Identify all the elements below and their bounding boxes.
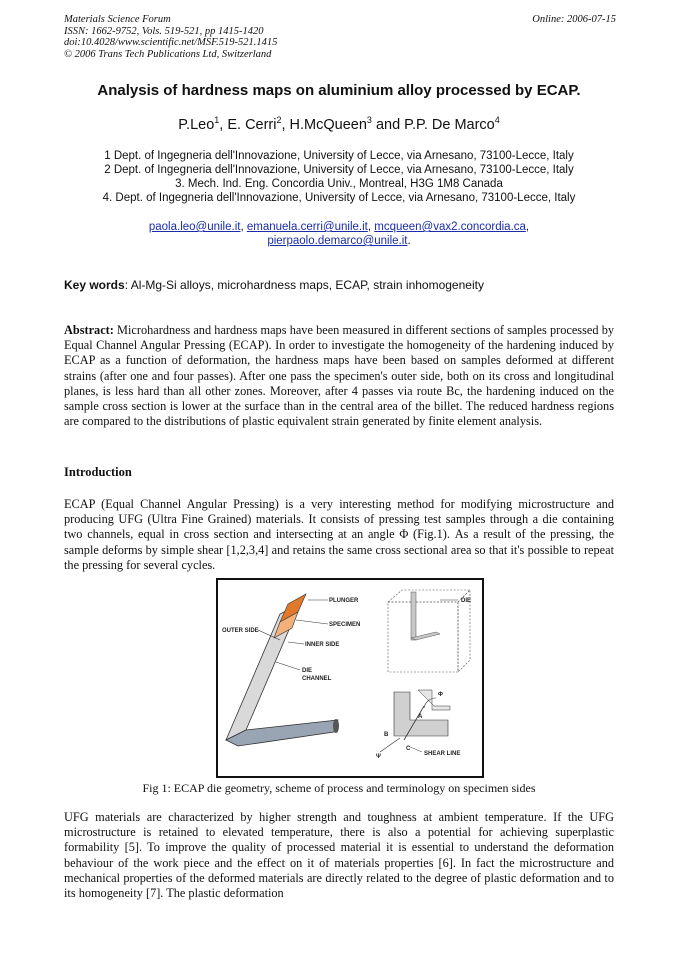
label-psi: Ψ bbox=[376, 754, 381, 760]
copyright: © 2006 Trans Tech Publications Ltd, Switzerland bbox=[64, 48, 272, 60]
affiliations bbox=[0, 149, 678, 205]
email-link[interactable]: pierpaolo.demarco@unile.it bbox=[267, 235, 408, 247]
label-a: A bbox=[418, 714, 423, 720]
psi-line bbox=[380, 738, 400, 752]
keywords-text: : Al-Mg-Si alloys, microhardness maps, ECAP, strain inhomogeneity bbox=[124, 278, 484, 292]
issn: ISSN: 1662-9752, Vols. 519-521, pp 1415-1420 bbox=[64, 25, 264, 37]
label-outer-side: OUTER SIDE bbox=[222, 628, 259, 634]
figure-caption: Fig 1: ECAP die geometry, scheme of process and terminology on specimen sides bbox=[142, 781, 536, 795]
section-heading: Introduction bbox=[64, 465, 132, 479]
author-name: , H.McQueen bbox=[281, 116, 367, 133]
email-link[interactable]: emanuela.cerri@unile.it bbox=[246, 221, 368, 233]
affiliation-mark: 3 bbox=[366, 115, 372, 125]
cube-channel bbox=[411, 592, 416, 640]
leader-line bbox=[296, 620, 328, 624]
keywords bbox=[64, 278, 624, 292]
affiliation-mark: 2 bbox=[276, 115, 282, 125]
page-header bbox=[64, 14, 616, 60]
email-separator: , bbox=[525, 221, 530, 233]
intro-paragraph: UFG materials are characterized by higher strength and toughness at ambient temperature. If the UFG microstructure is retained to elevated temperature, there is also a potential for achieving superplastic formability [5]. To improve the quality of processed material it is essential to understand the deformation behaviour of the work piece and the effect on it of materials properties [6]. In fact the microstructure and mechanical properties of the deformed materials are directly related to the degree of plastic deformation and to its homogeneity [7]. The plastic deformation bbox=[64, 810, 614, 901]
figure-ecap-die bbox=[216, 578, 484, 778]
doi: doi:10.4028/www.scientific.net/MSF.519-521.1415 bbox=[64, 37, 278, 48]
leader-line bbox=[288, 642, 304, 644]
die-block-inner bbox=[418, 690, 450, 710]
intro-paragraph: ECAP (Equal Channel Angular Pressing) is a very interesting method for modifying microstructure and producing UFG (Ultra Fine Grained) materials. It consists of pressing test samples through a die containing two channels, equal in cross section and intersecting at an angle Φ (Fig.1). As a result of the pressing, the sample deforms by simple shear [1,2,3,4] and retains the same cross sectional area so that it's possible to repeat the pressing for several cycles. bbox=[64, 497, 614, 572]
ecap-diagram bbox=[218, 580, 482, 776]
die-cube-drawing bbox=[388, 590, 471, 672]
abstract-label: Abstract: bbox=[64, 323, 114, 337]
label-b: B bbox=[384, 732, 389, 738]
email-end: . bbox=[407, 235, 411, 247]
affiliation-line: 3. Mech. Ind. Eng. Concordia Univ., Montreal, H3G 1M8 Canada bbox=[175, 178, 503, 190]
shear-scheme-drawing bbox=[376, 690, 460, 760]
abstract bbox=[64, 323, 614, 429]
affiliation-mark: 1 bbox=[214, 115, 220, 125]
die-channel-drawing bbox=[222, 594, 360, 746]
affiliation-mark: 4 bbox=[494, 115, 500, 125]
journal-name: Materials Science Forum bbox=[64, 14, 171, 25]
label-plunger: PLUNGER bbox=[329, 598, 359, 604]
affiliation-line: 4. Dept. of Ingegneria dell'Innovazione, University of Lecce, via Arnesano, 73100-Lecce, Italy bbox=[102, 192, 576, 204]
channel-end bbox=[333, 719, 339, 733]
email-link[interactable]: mcqueen@vax2.concordia.ca bbox=[374, 221, 526, 233]
label-inner-side: INNER SIDE bbox=[305, 642, 340, 648]
author-name: and P.P. De Marco bbox=[371, 116, 495, 133]
label-phi: Φ bbox=[438, 692, 443, 698]
email-list bbox=[0, 220, 678, 248]
paper-title: Analysis of hardness maps on aluminium alloy processed by ECAP. bbox=[97, 82, 581, 99]
label-die: DIE bbox=[302, 668, 313, 674]
email-separator: , bbox=[240, 221, 247, 233]
label-specimen: SPECIMEN bbox=[329, 622, 361, 628]
affiliation-line: 1 Dept. of Ingegneria dell'Innovazione, University of Lecce, via Arnesano, 73100-Lecce, Italy bbox=[104, 150, 574, 162]
email-link[interactable]: paola.leo@unile.it bbox=[148, 221, 241, 233]
label-channel: CHANNEL bbox=[302, 676, 332, 682]
email-separator: , bbox=[367, 221, 375, 233]
label-shear-line: SHEAR LINE bbox=[424, 751, 461, 757]
affiliation-line: 2 Dept. of Ingegneria dell'Innovazione, University of Lecce, via Arnesano, 73100-Lecce, Italy bbox=[104, 164, 574, 176]
author-name: , E. Cerri bbox=[219, 116, 277, 133]
abstract-text: Microhardness and hardness maps have been measured in different sections of samples processed by Equal Channel Angular Pressing (ECAP). In order to investigate the homogeneity of the hardening induced by ECAP as a function of deformation, the hardness maps have been based on samples deformed at different strains (after one and four passes). After one pass the specimen's outer side, both on its cross and longitudinal planes, is less hard than all other zones. Moreover, after 4 passes via route Bc, the hardening induced on the sample cross section is lower at the surface than in the central area of the billet. The reduced hardness regions are compared to the distributions of plastic equivalent strain generated by finite element analysis. bbox=[64, 323, 614, 429]
online-date: Online: 2006-07-15 bbox=[532, 14, 616, 25]
author-list bbox=[0, 115, 678, 133]
leader-line bbox=[276, 662, 300, 670]
author-name: P.Leo bbox=[178, 116, 215, 133]
keywords-label: Key words bbox=[64, 278, 125, 292]
label-die: DIE bbox=[461, 598, 472, 604]
label-c: C bbox=[406, 746, 411, 752]
